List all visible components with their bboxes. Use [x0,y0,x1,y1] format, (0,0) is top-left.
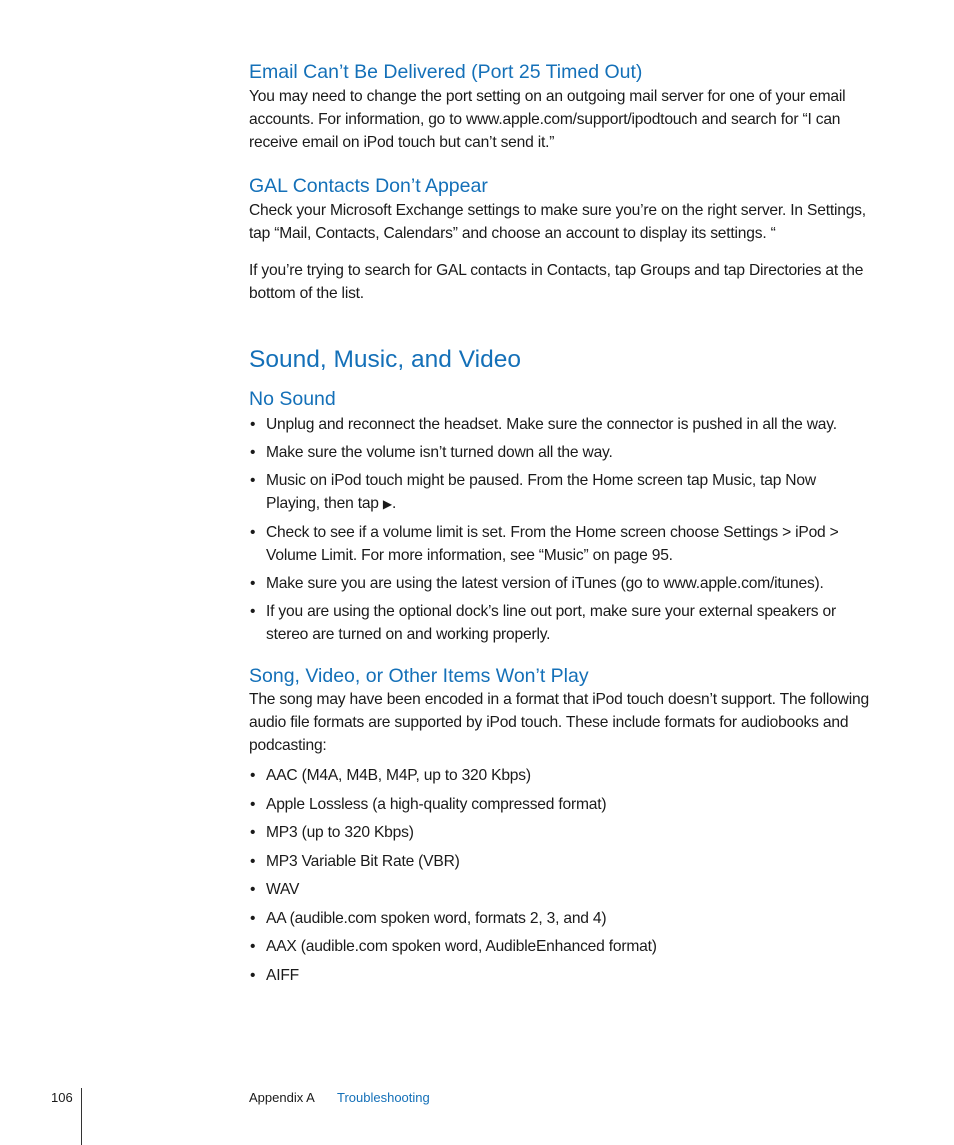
gal-body-1: Check your Microsoft Exchange settings to make sure you’re on the right server. In Settings, tap “Mail, Contacts, Calendars” and choose an account to display its settings. “ [249,202,866,242]
list-item: • Music on iPod touch might be paused. From the Home screen tap Music, tap Now Playing, then tap ▶. [249,469,871,516]
play-icon: ▶ [382,497,392,511]
email-body: You may need to change the port setting on an outgoing mail server for one of your email accounts. For information, go to www.apple.com/support/ipodtouch and search for “I can receive email on iPod touch but can’t send it.” [249,88,846,151]
list-item: • Check to see if a volume limit is set. From the Home screen choose Settings > iPod > Volume Limit. For more information, see “Music” on page 95. [249,521,871,567]
email-heading: Email Can’t Be Delivered (Port 25 Timed Out) [249,61,643,83]
list-item: • AA (audible.com spoken word, formats 2, 3, and 4) [249,907,871,930]
list-item: • Unplug and reconnect the headset. Make sure the connector is pushed in all the way. [249,413,871,436]
appendix-label: Appendix A [249,1090,315,1105]
list-item: • If you are using the optional dock’s line out port, make sure your external speakers or stereo are turned on and working properly. [249,600,871,646]
list-item: • AIFF [249,964,871,987]
nosound-list [249,413,871,646]
list-item: • WAV [249,878,871,901]
page-number: 106 [51,1090,73,1105]
page-footer [0,1088,954,1145]
list-item: • Make sure you are using the latest version of iTunes (go to www.apple.com/itunes). [249,572,871,595]
gal-heading: GAL Contacts Don’t Appear [249,175,488,197]
list-item: • AAC (M4A, M4B, M4P, up to 320 Kbps) [249,764,871,787]
song-heading: Song, Video, or Other Items Won’t Play [249,665,589,687]
list-item: • AAX (audible.com spoken word, AudibleEnhanced format) [249,935,871,958]
list-item: • Apple Lossless (a high-quality compressed format) [249,793,871,816]
list-item: • MP3 Variable Bit Rate (VBR) [249,850,871,873]
gal-body-2: If you’re trying to search for GAL contacts in Contacts, tap Groups and tap Directories at the bottom of the list. [249,262,864,302]
footer-divider [81,1088,82,1145]
chapter-link[interactable]: Troubleshooting [337,1090,430,1105]
formats-list [249,764,871,987]
list-item: • MP3 (up to 320 Kbps) [249,821,871,844]
sound-heading: Sound, Music, and Video [249,346,521,373]
list-item-text: Music on iPod touch might be paused. From the Home screen tap Music, tap Now Playing, then tap [266,472,816,512]
song-body: The song may have been encoded in a format that iPod touch doesn’t support. The following audio file formats are supported by iPod touch. These include formats for audiobooks and podcasting: [249,691,869,754]
nosound-heading: No Sound [249,388,336,410]
list-item: • Make sure the volume isn’t turned down all the way. [249,441,871,464]
page-content [249,60,871,987]
